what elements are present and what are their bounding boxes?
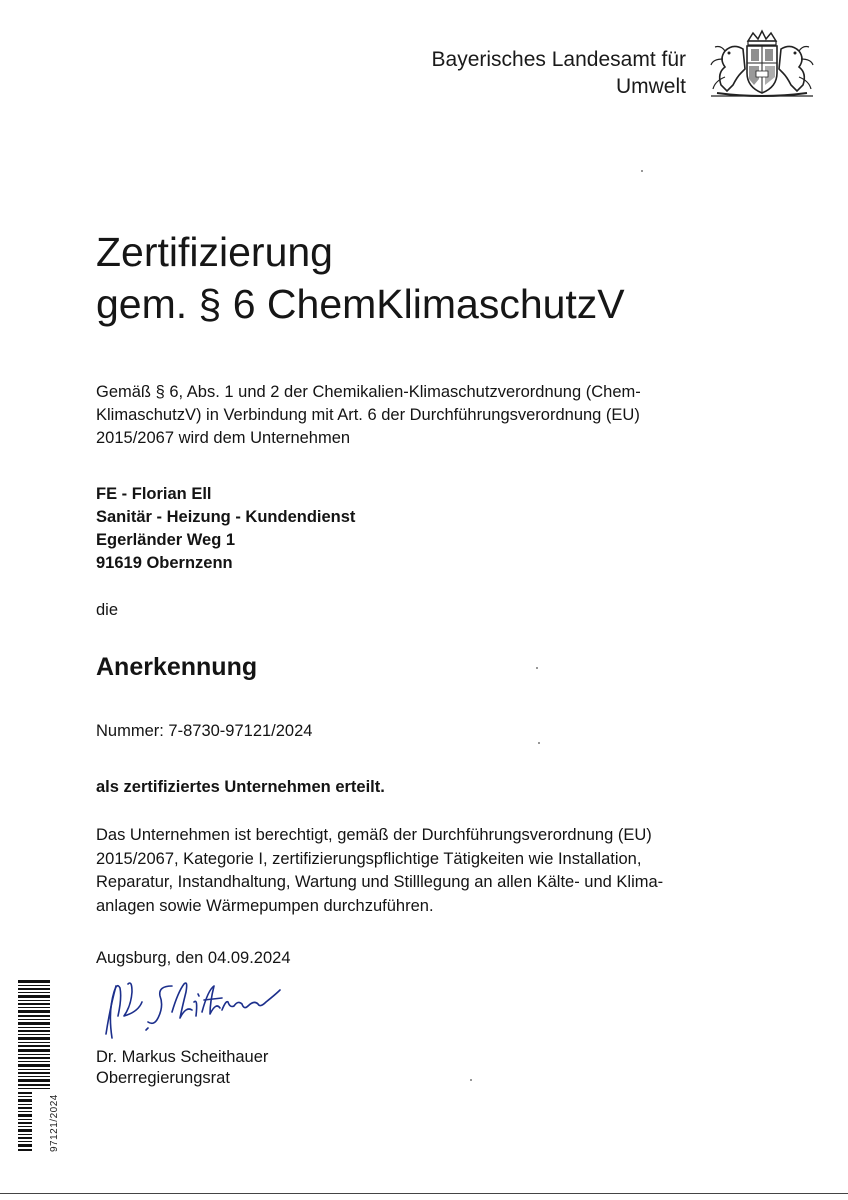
- scan-speck: [641, 170, 643, 172]
- company-city: 91619 Obernzenn: [96, 554, 233, 572]
- authority-name-line2: Umwelt: [615, 75, 686, 98]
- title-line2: gem. § 6 ChemKlimaschutzV: [96, 281, 625, 327]
- recognition-heading: Anerkennung: [96, 653, 258, 681]
- company-address: [96, 483, 355, 575]
- scan-speck: [538, 742, 540, 744]
- intro-paragraph: Gemäß § 6, Abs. 1 und 2 der Chemikalien-Klimaschutzverordnung (Chem-KlimaschutzV) in Verbindung mit Art. 6 der Durchführungsverordnung (EU) 2015/2067 wird dem Unternehmen: [96, 383, 641, 447]
- company-name: FE - Florian Ell: [96, 485, 212, 503]
- barcode-number: 97121/2024: [49, 1094, 60, 1152]
- signer-block: [96, 1047, 268, 1089]
- handwritten-signature: [98, 972, 288, 1044]
- scope-paragraph: Das Unternehmen ist berechtigt, gemäß der Durchführungsverordnung (EU) 2015/2067, Kategorie I, zertifizierungspflichtige Tätigkeiten wie Installation, Reparatur, Instandhaltung, Wartung und Stilllegung an allen Kälte- und Klima-anlagen sowie Wärmepumpen durchzuführen.: [96, 826, 664, 915]
- granted-statement: als zertifiziertes Unternehmen erteilt.: [96, 778, 385, 796]
- company-street: Egerländer Weg 1: [96, 531, 236, 549]
- title-line1: Zertifizierung: [96, 229, 333, 275]
- bottom-edge-line: [0, 1193, 848, 1194]
- certificate-number: Nummer: 7-8730-97121/2024: [96, 722, 313, 740]
- scan-speck: [536, 667, 538, 669]
- company-trade: Sanitär - Heizung - Kundendienst: [96, 508, 356, 526]
- signer-name: Dr. Markus Scheithauer: [96, 1048, 269, 1066]
- issuing-authority: [366, 46, 686, 100]
- certificate-title: [96, 226, 625, 330]
- scan-speck: [470, 1079, 472, 1081]
- barcode-icon: [18, 980, 50, 1154]
- article-text: die: [96, 601, 119, 619]
- authority-name-line1: Bayerisches Landesamt für: [431, 48, 686, 71]
- signer-position: Oberregierungsrat: [96, 1069, 230, 1087]
- coat-of-arms-icon: [703, 29, 821, 99]
- place-and-date: Augsburg, den 04.09.2024: [96, 949, 291, 967]
